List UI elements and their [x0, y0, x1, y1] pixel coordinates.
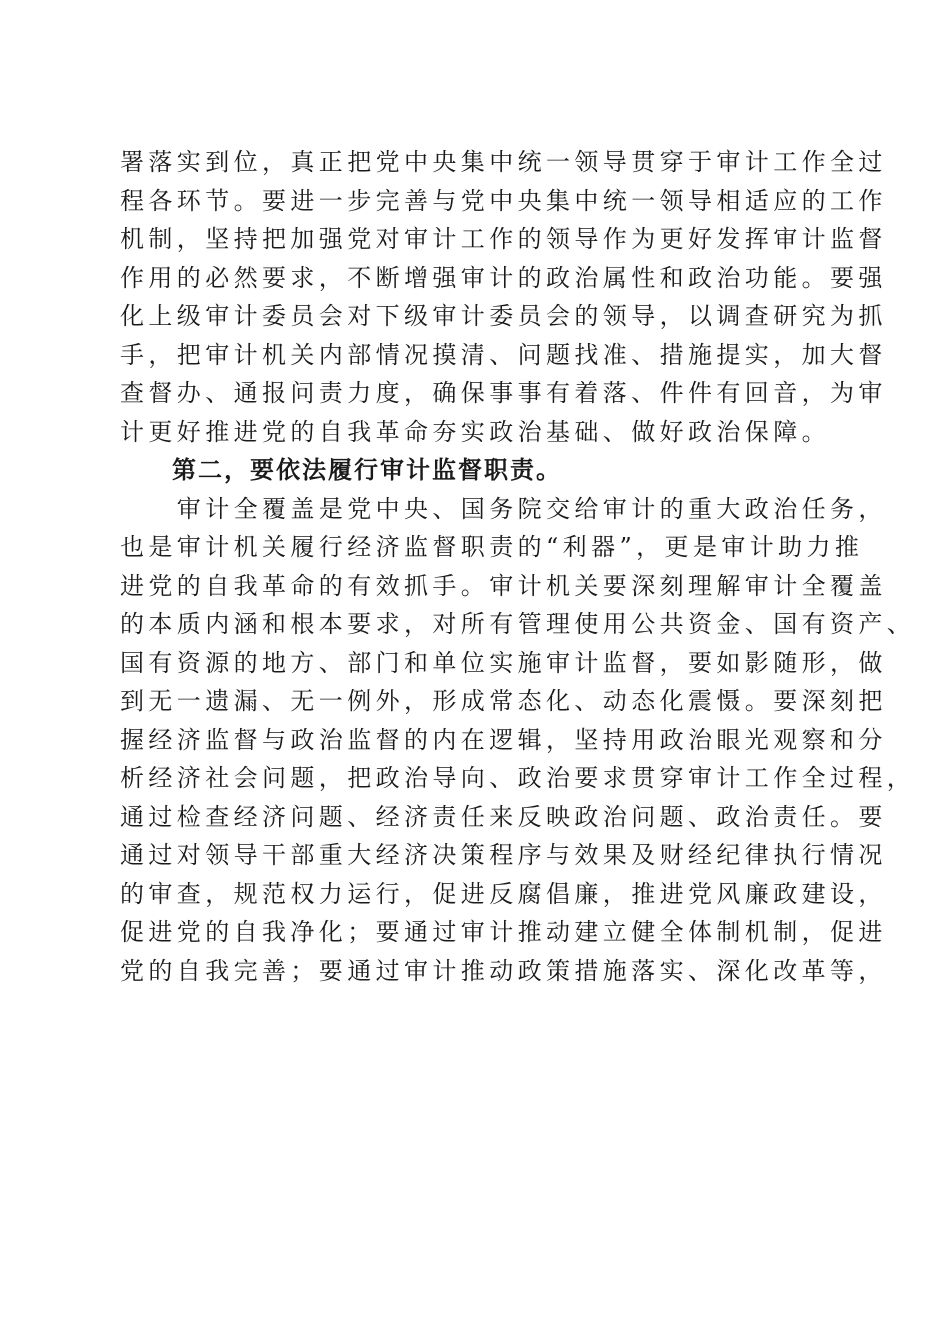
text-line: 手，把审计机关内部情况摸清、问题找准、措施提实，加大督 — [120, 340, 887, 369]
text-line: 的本质内涵和根本要求，对所有管理使用公共资金、国有资产、 — [120, 610, 916, 638]
text-line: 进党的自我革命的有效抓手。审计机关要深刻理解审计全覆盖 — [120, 571, 887, 600]
text-line: 机制，坚持把加强党对审计工作的领导作为更好发挥审计监督 — [120, 225, 887, 253]
text-line: 的审查，规范权力运行，促进反腐倡廉，推进党风廉政建设， — [120, 879, 887, 908]
text-line: 到无一遗漏、无一例外，形成常态化、动态化震慑。要深刻把 — [120, 687, 887, 715]
text-line: 计更好推进党的自我革命夯实政治基础、做好政治保障。 — [120, 417, 830, 446]
text-line: 作用的必然要求，不断增强审计的政治属性和政治功能。要强 — [120, 263, 887, 292]
text-line: 促进党的自我净化；要通过审计推动建立健全体制机制，促进 — [120, 918, 887, 946]
text-line: 通过对领导干部重大经济决策程序与效果及财经纪律执行情况 — [120, 841, 887, 869]
text-line: 党的自我完善；要通过审计推动政策措施落实、深化改革等， — [120, 956, 887, 985]
text-line: 化上级审计委员会对下级审计委员会的领导，以调查研究为抓 — [120, 302, 887, 330]
text-line: 程各环节。要进一步完善与党中央集中统一领导相适应的工作 — [120, 186, 887, 215]
text-line: 国有资源的地方、部门和单位实施审计监督，要如影随形，做 — [120, 648, 887, 677]
body-text — [120, 143, 916, 990]
text-line: 署落实到位，真正把党中央集中统一领导贯穿于审计工作全过 — [120, 148, 887, 176]
section-heading: 第二，要依法履行审计监督职责。 — [120, 455, 562, 484]
text-line: 析经济社会问题，把政治导向、政治要求贯穿审计工作全过程， — [120, 764, 916, 792]
text-line: 也是审计机关履行经济监督职责的“利器”，更是审计助力推 — [120, 533, 864, 561]
text-line: 审计全覆盖是党中央、国务院交给审计的重大政治任务， — [120, 494, 887, 523]
text-line: 通过检查经济问题、经济责任来反映政治问题、政治责任。要 — [120, 802, 887, 831]
text-line: 查督办、通报问责力度，确保事事有着落、件件有回音，为审 — [120, 379, 887, 407]
text-line: 握经济监督与政治监督的内在逻辑，坚持用政治眼光观察和分 — [120, 725, 887, 754]
